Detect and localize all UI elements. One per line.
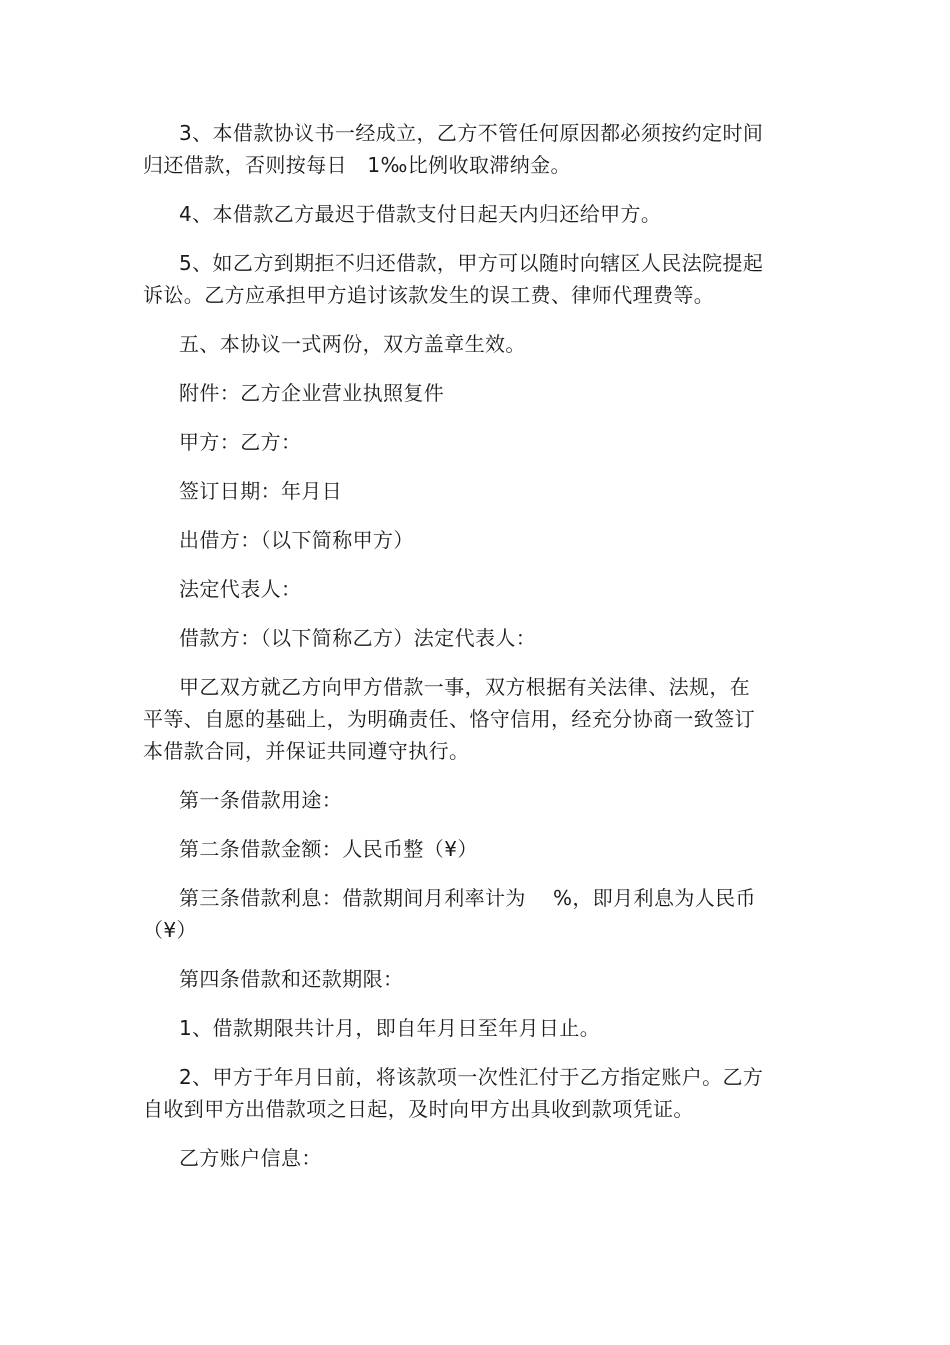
article-4-term: 第四条借款和还款期限： <box>179 967 404 991</box>
clause-5-litigation: 5、如乙方到期拒不归还借款，甲方可以随时向辖区人民法院提起诉讼。乙方应承担甲方追讨该款发生的误工费、律师代理费等。 <box>143 251 764 307</box>
term-item-2: 2、甲方于年月日前，将该款项一次性汇付于乙方指定账户。乙方自收到甲方出借款项之日起，及时向甲方出具收到款项凭证。 <box>143 1065 764 1121</box>
contract-preamble: 甲乙双方就乙方向甲方借款一事，双方根据有关法律、法规，在平等、自愿的基础上，为明确责任、恪守信用，经充分协商一致签订本借款合同，并保证共同遵守执行。 <box>143 675 755 763</box>
signing-date-line: 签订日期：年月日 <box>179 479 343 503</box>
article-1-purpose: 第一条借款用途： <box>179 788 343 812</box>
document-body <box>143 117 768 1191</box>
term-item-1: 1、借款期限共计月，即自年月日至年月日止。 <box>179 1016 601 1040</box>
article-3-interest: 第三条借款利息：借款期间月利率计为 %，即月利息为人民币（¥） <box>143 886 756 942</box>
attachment-line: 附件：乙方企业营业执照复件 <box>179 381 445 405</box>
clause-3-late-fee: 3、本借款协议书一经成立，乙方不管任何原因都必须按约定时间归还借款，否则按每日 1‰比例收取滞纳金。 <box>143 121 764 177</box>
legal-representative-line: 法定代表人： <box>179 577 302 601</box>
borrower-account-info: 乙方账户信息： <box>179 1146 322 1170</box>
section-5-copies: 五、本协议一式两份，双方盖章生效。 <box>179 332 526 356</box>
borrower-line: 借款方：（以下简称乙方）法定代表人： <box>179 626 537 650</box>
article-2-amount: 第二条借款金额：人民币整（¥） <box>179 837 478 861</box>
clause-4-repayment-deadline: 4、本借款乙方最迟于借款支付日起天内归还给甲方。 <box>179 202 662 226</box>
lender-line: 出借方：（以下简称甲方） <box>179 528 414 552</box>
parties-signature-line: 甲方：乙方： <box>179 430 302 454</box>
